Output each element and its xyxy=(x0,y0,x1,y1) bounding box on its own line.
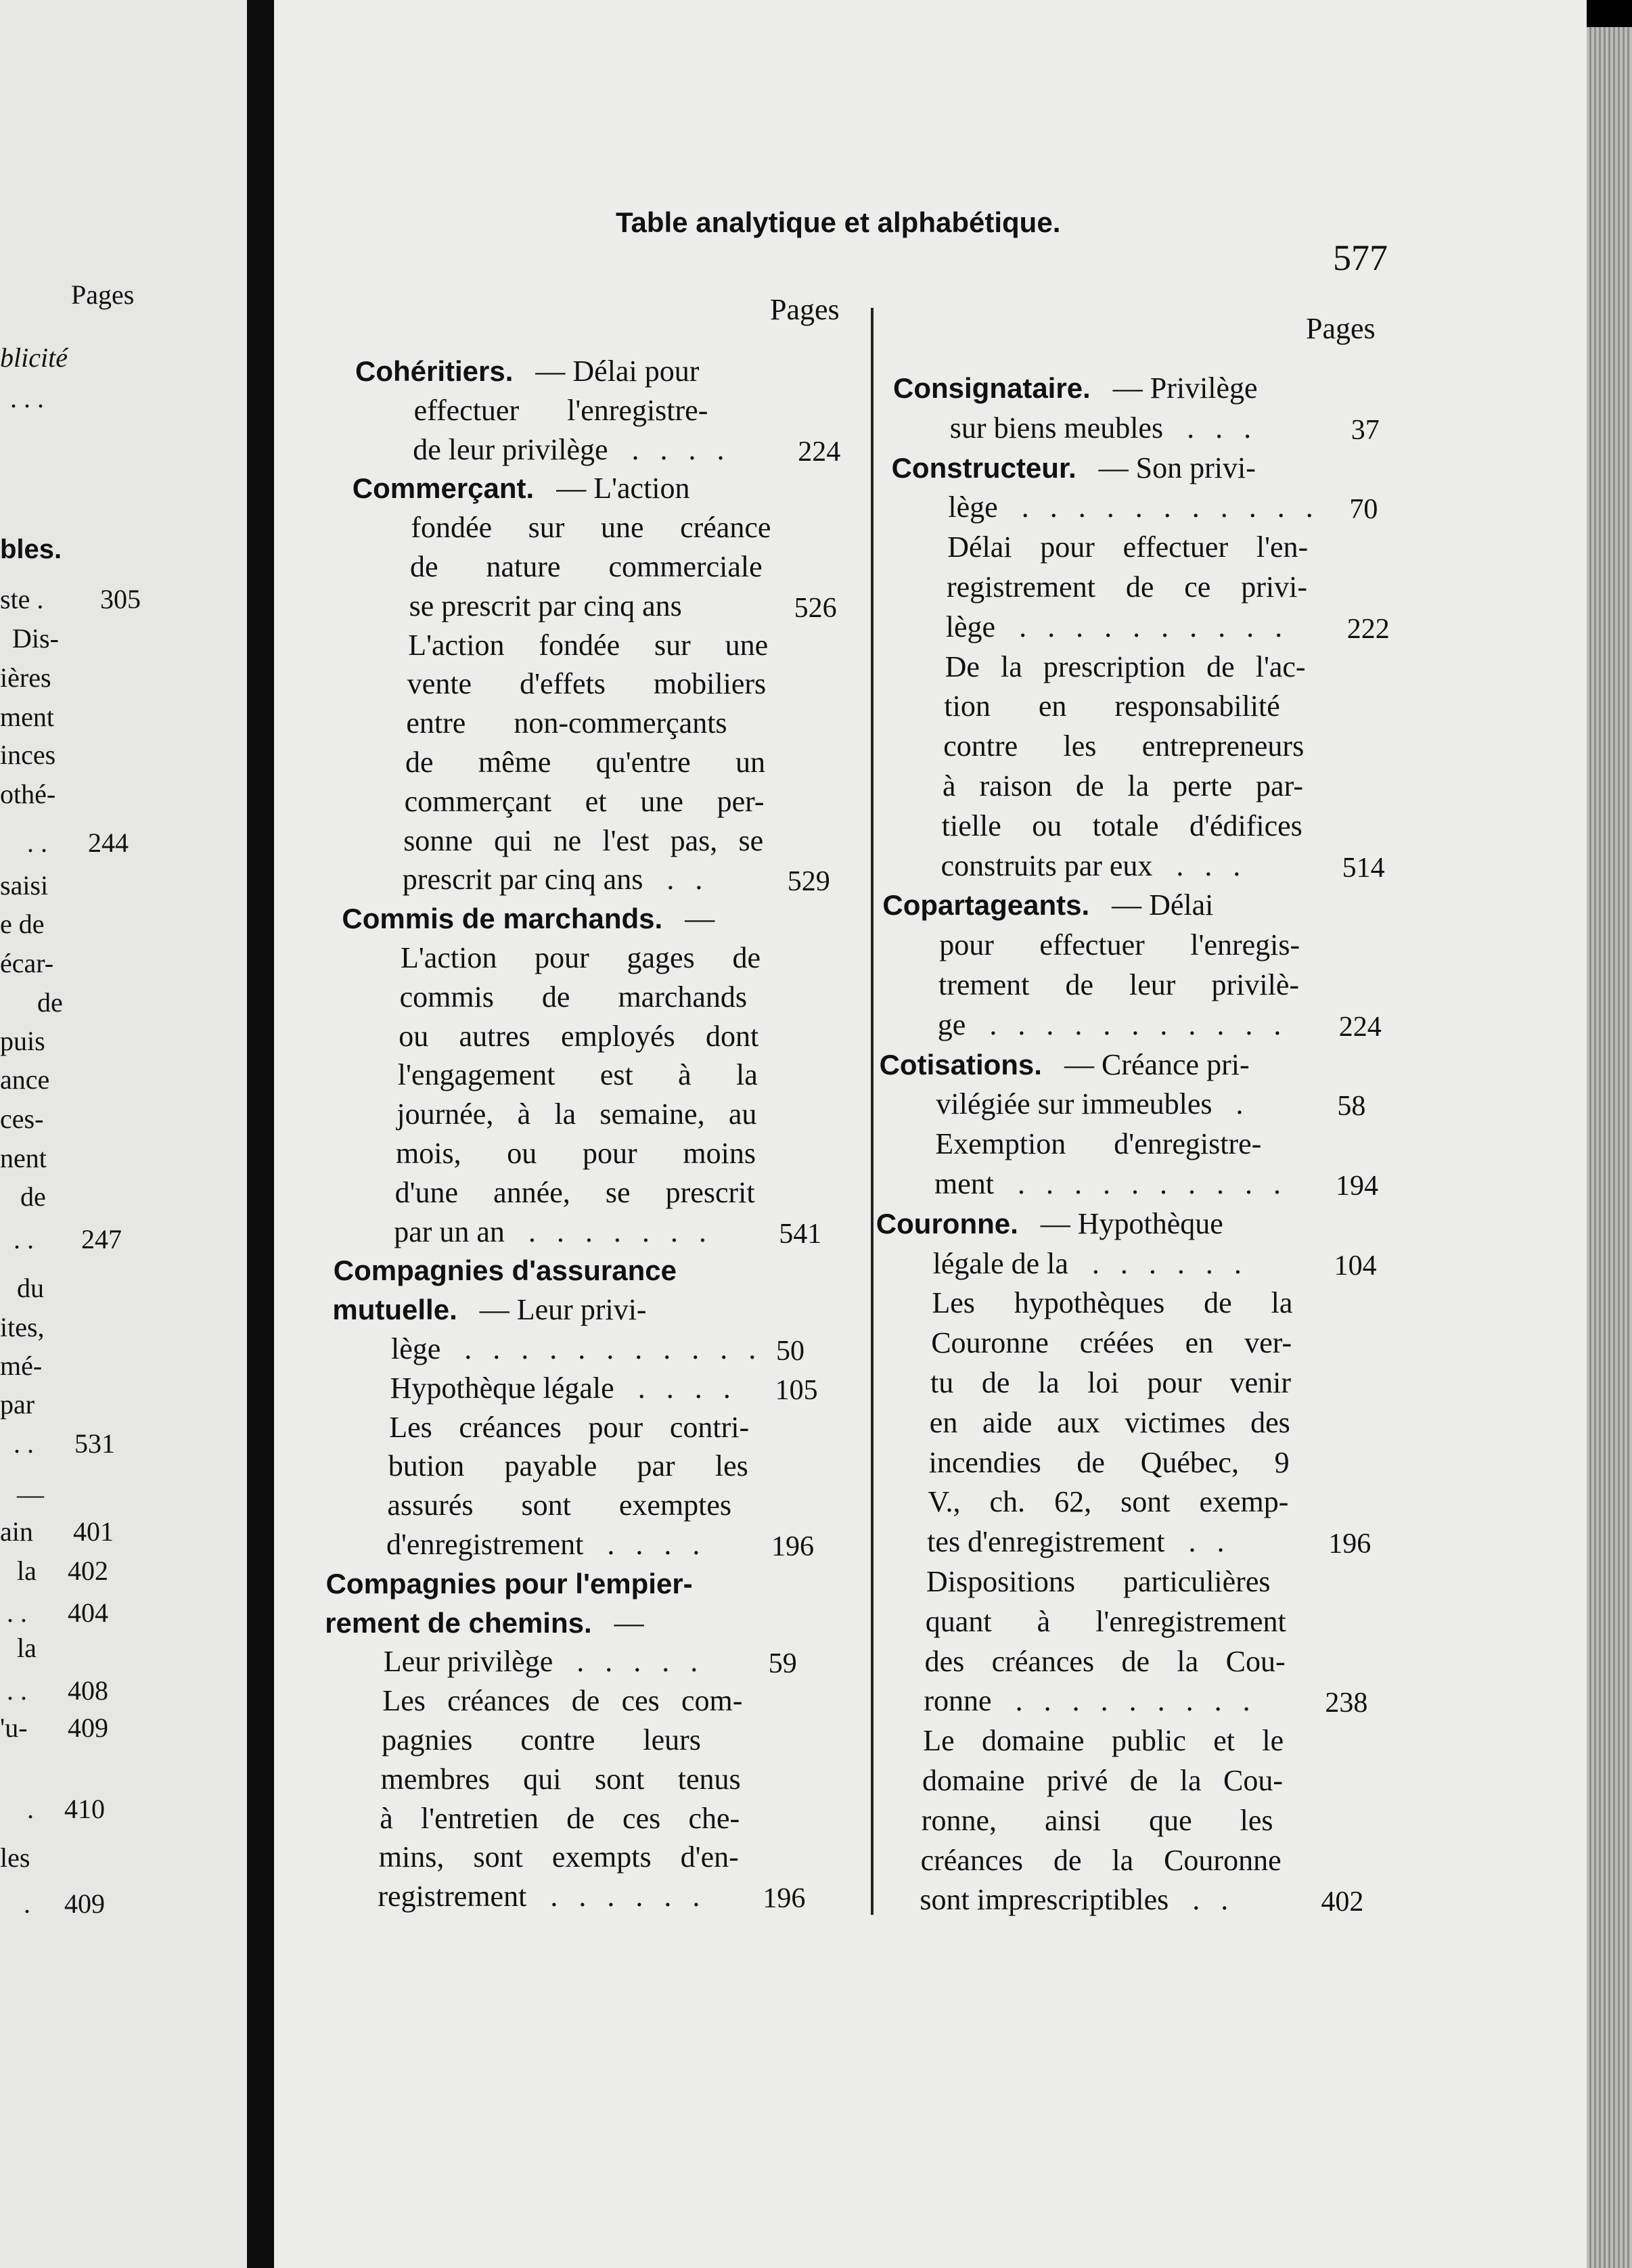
index-entry-line xyxy=(930,1403,1290,1443)
entry-keyword: rement de chemins. xyxy=(325,1606,592,1639)
index-entry-line xyxy=(922,1761,1283,1800)
index-entry-line xyxy=(944,687,1305,726)
page-reference: 194 xyxy=(1336,1171,1378,1202)
index-entry-line xyxy=(380,1799,740,1838)
left-page-fragment: bles. xyxy=(0,535,62,564)
index-entry-line xyxy=(931,1323,1292,1363)
entry-text: d'une année, se prescrit xyxy=(394,1175,755,1209)
index-entry-line xyxy=(391,1330,763,1369)
entry-text: — Délai pour xyxy=(528,355,700,388)
page-reference: 514 xyxy=(1342,852,1385,884)
left-page-number: 244 xyxy=(88,827,129,858)
left-page xyxy=(0,0,247,2268)
index-entry-line xyxy=(405,782,765,821)
index-entry-line xyxy=(936,1085,1296,1124)
index-entry-line xyxy=(921,1841,1282,1880)
index-entry-line xyxy=(396,1095,756,1134)
index-entry-line xyxy=(396,1134,756,1173)
entry-text: Les hypothèques de la xyxy=(932,1286,1293,1320)
left-page-number: 404 xyxy=(68,1597,108,1628)
entry-text: vilégiée sur immeubles xyxy=(936,1087,1212,1121)
left-page-number: 247 xyxy=(81,1224,122,1254)
left-page-number: 409 xyxy=(68,1713,108,1743)
dot-leader: . . . . . . . . . . . xyxy=(975,1007,1288,1041)
dot-leader: . . . . xyxy=(623,1371,738,1405)
entry-text: de nature commerciale xyxy=(410,550,763,583)
column-divider xyxy=(871,308,874,1915)
entry-text: sur biens meubles xyxy=(949,411,1164,445)
index-entry-line xyxy=(935,1125,1296,1164)
page-reference: 224 xyxy=(798,436,841,468)
entry-text: ge xyxy=(937,1007,966,1041)
index-entry-line xyxy=(943,767,1303,806)
entry-text: — Délai xyxy=(1104,888,1214,922)
left-page-fragment: . . . xyxy=(10,383,44,413)
entry-text: — Créance pri- xyxy=(1056,1047,1250,1081)
entry-text: à raison de la perte par- xyxy=(943,769,1303,802)
entry-text: Dispositions particulières xyxy=(926,1565,1271,1598)
entry-text: Le domaine public et le xyxy=(923,1724,1284,1758)
left-page-number: 408 xyxy=(68,1675,108,1706)
index-entry-line xyxy=(381,1760,741,1799)
left-page-fragment: ste . xyxy=(0,584,44,614)
entry-text: L'action pour gages de xyxy=(401,941,761,974)
index-entry-line xyxy=(948,488,1320,527)
page-reference: 541 xyxy=(779,1218,822,1250)
entry-text: sont imprescriptibles xyxy=(920,1883,1169,1917)
entry-text: incendies de Québec, 9 xyxy=(928,1445,1290,1479)
index-entry-line xyxy=(922,1801,1282,1840)
dot-leader: . . . . xyxy=(617,432,731,466)
index-entry-line xyxy=(930,1363,1291,1403)
dot-leader: . . . . . xyxy=(562,1645,705,1679)
index-entry-line xyxy=(409,587,769,626)
index-entry-heading xyxy=(876,1204,1294,1244)
index-entry-line xyxy=(413,430,773,470)
index-entry-line xyxy=(411,508,771,547)
left-page-number: 531 xyxy=(74,1428,115,1459)
entry-text: de leur privilège xyxy=(413,432,608,466)
entry-text: L'action fondée sur une xyxy=(408,628,769,662)
index-entry-line xyxy=(938,966,1299,1005)
entry-keyword: Commerçant. xyxy=(352,472,535,505)
dot-leader: . . . . . . . . . xyxy=(1001,1684,1257,1718)
index-entry-line xyxy=(932,1284,1292,1323)
page-reference: 402 xyxy=(1321,1886,1364,1918)
index-entry-line xyxy=(929,1443,1290,1482)
left-page-number: 410 xyxy=(64,1794,105,1824)
index-entry-line xyxy=(946,608,1307,647)
page-reference: 529 xyxy=(787,866,830,898)
entry-text: registrement de ce privi- xyxy=(947,570,1307,604)
entry-keyword: Couronne. xyxy=(876,1207,1018,1240)
entry-keyword: Consignataire. xyxy=(893,372,1091,404)
entry-text: domaine privé de la Cou- xyxy=(922,1764,1283,1797)
entry-text: commerçant et une per- xyxy=(404,784,765,818)
left-page-number: 409 xyxy=(64,1888,105,1919)
page-edge-stack xyxy=(1587,27,1632,2268)
index-entry-line xyxy=(927,1522,1288,1562)
index-entry-heading xyxy=(353,469,772,508)
index-entry-line xyxy=(379,1838,739,1877)
entry-text: membres qui sont tenus xyxy=(380,1762,741,1796)
dot-leader: . . . . xyxy=(593,1528,707,1561)
left-page-fragment: . . xyxy=(27,827,47,858)
pages-label-col1: Pages xyxy=(770,293,840,326)
entry-text: lège xyxy=(948,491,998,524)
book-gutter xyxy=(247,0,274,2268)
dot-leader: . . . . . . . . . . . xyxy=(1007,491,1320,524)
entry-keyword: Cotisations. xyxy=(879,1048,1042,1081)
page-number: 577 xyxy=(1333,237,1388,278)
dot-leader: . . . . . . . . . . xyxy=(1005,610,1290,643)
page-header-title: Table analytique et alphabétique. xyxy=(616,206,1061,238)
entry-text: ment xyxy=(934,1167,994,1200)
index-entry-heading xyxy=(342,899,761,938)
index-entry-line xyxy=(414,391,774,430)
entry-text: Couronne créées en ver- xyxy=(931,1326,1292,1360)
page-reference: 50 xyxy=(776,1336,804,1367)
entry-text: construits par eux xyxy=(940,848,1153,882)
left-page-fragment: Dis- xyxy=(12,623,59,654)
left-page-fragment: . . xyxy=(14,1224,34,1254)
index-entry-line xyxy=(410,547,770,587)
left-page-fragment: — xyxy=(17,1479,44,1510)
entry-text: — Leur privi- xyxy=(472,1293,647,1327)
page-reference: 70 xyxy=(1349,494,1378,526)
entry-keyword: mutuelle. xyxy=(332,1294,457,1326)
left-page-fragment: la xyxy=(17,1633,37,1663)
index-entry-heading xyxy=(326,1564,746,1604)
entry-keyword: Commis de marchands. xyxy=(342,903,663,935)
dot-leader: . . . xyxy=(1162,848,1248,882)
entry-text: fondée sur une créance xyxy=(411,511,771,545)
index-entry-heading xyxy=(880,1045,1298,1085)
entry-text: lège xyxy=(391,1332,441,1365)
index-entry-line xyxy=(398,1056,758,1095)
entry-text: De la prescription de l'ac- xyxy=(945,650,1306,683)
entry-text: bution payable par les xyxy=(388,1449,748,1483)
entry-text: — Son privi- xyxy=(1091,451,1256,484)
left-page-fragment: ières xyxy=(0,662,51,693)
index-entry-line xyxy=(389,1408,749,1447)
left-page-fragment: 'u- xyxy=(0,1713,28,1743)
entry-keyword: Copartageants. xyxy=(882,889,1090,922)
index-entry-line xyxy=(400,978,760,1017)
entry-text: — xyxy=(677,902,715,936)
page-reference: 37 xyxy=(1351,414,1380,446)
index-entry-line xyxy=(382,1721,742,1760)
entry-text: d'enregistrement xyxy=(386,1528,584,1561)
dot-leader: . xyxy=(1221,1087,1250,1121)
index-entry-line xyxy=(947,528,1308,567)
entry-text: pour effectuer l'enregis- xyxy=(939,928,1300,962)
entry-text: commis de marchands xyxy=(399,980,748,1014)
index-entry-line xyxy=(386,1525,746,1564)
entry-text: Les créances de ces com- xyxy=(382,1684,743,1718)
entry-text: Les créances pour contri- xyxy=(389,1410,750,1444)
index-entry-line xyxy=(943,727,1304,766)
index-entry-line xyxy=(942,807,1302,846)
page-reference: 238 xyxy=(1325,1687,1368,1719)
entry-text: se prescrit par cinq ans xyxy=(409,589,682,622)
dot-leader: . . . xyxy=(1173,411,1259,445)
page-reference: 224 xyxy=(1338,1011,1382,1043)
left-page-fragment: othé- xyxy=(0,779,56,809)
index-entry-line xyxy=(926,1602,1286,1641)
entry-keyword: Constructeur. xyxy=(891,451,1076,484)
entry-text: ronne, ainsi que les xyxy=(921,1803,1273,1837)
left-page-fragment: ance xyxy=(0,1064,50,1095)
index-entry-line xyxy=(939,926,1300,965)
entry-text: contre les entrepreneurs xyxy=(943,729,1305,763)
entry-text: par un an xyxy=(394,1215,505,1248)
left-page-fragment: . xyxy=(27,1794,34,1824)
index-entry-line xyxy=(928,1482,1288,1522)
left-page-fragment: Pages xyxy=(71,279,135,310)
index-entry-line xyxy=(406,704,766,743)
entry-text: Leur privilège xyxy=(383,1645,553,1679)
page-reference: 196 xyxy=(763,1883,806,1915)
entry-text: — L'action xyxy=(549,472,690,505)
dot-leader: . . . . . . . . . . . xyxy=(450,1332,763,1365)
index-entry-heading xyxy=(325,1604,744,1643)
entry-text: Hypothèque légale xyxy=(390,1371,614,1405)
index-entry-heading xyxy=(334,1251,753,1290)
entry-text: effectuer l'enregistre- xyxy=(413,393,708,427)
page-reference: 59 xyxy=(768,1648,797,1680)
left-page-fragment: de xyxy=(37,987,63,1018)
left-page-fragment: ain xyxy=(0,1516,33,1547)
index-entry-line xyxy=(403,860,763,899)
index-entry-heading xyxy=(893,369,1311,408)
entry-text: vente d'effets mobiliers xyxy=(407,667,767,701)
entry-text: assurés sont exemptes xyxy=(387,1489,731,1522)
left-page-number: 305 xyxy=(100,584,141,614)
dot-leader: . . . . . . . xyxy=(514,1215,713,1248)
index-entry-line xyxy=(378,1877,738,1916)
entry-text: en aide aux victimes des xyxy=(929,1405,1290,1439)
page-reference: 196 xyxy=(771,1531,814,1562)
index-entry-heading xyxy=(355,352,775,391)
entry-text: sonne qui ne l'est pas, se xyxy=(403,823,764,857)
index-entry-line xyxy=(947,568,1307,607)
left-page-fragment: . . xyxy=(14,1428,34,1459)
entry-text: l'engagement est à la xyxy=(397,1058,758,1092)
index-entry-heading xyxy=(892,449,1310,488)
index-entry-line xyxy=(934,1164,1295,1204)
index-entry-line xyxy=(950,409,1311,448)
left-page-fragment: . xyxy=(24,1888,30,1919)
index-entry-line xyxy=(938,1005,1298,1045)
page-reference: 105 xyxy=(775,1374,818,1406)
page-reference: 104 xyxy=(1334,1250,1377,1282)
entry-text: — xyxy=(606,1606,644,1639)
left-page-fragment: . . xyxy=(7,1597,27,1628)
entry-text: Délai pour effectuer l'en- xyxy=(947,530,1309,564)
left-page-fragment: mé- xyxy=(0,1351,43,1381)
entry-text: registrement xyxy=(378,1880,527,1913)
index-entry-line xyxy=(394,1212,754,1252)
entry-text: pagnies contre leurs xyxy=(382,1723,701,1756)
index-entry-line xyxy=(382,1681,742,1721)
index-entry-line xyxy=(941,846,1302,886)
left-page-fragment: de xyxy=(20,1181,46,1212)
left-page-fragment: inces xyxy=(0,740,56,770)
entry-text: trement de leur privilè- xyxy=(938,968,1299,1001)
entry-keyword: Cohéritiers. xyxy=(355,355,514,387)
index-entry-line xyxy=(920,1880,1280,1920)
entry-text: lège xyxy=(945,610,996,643)
page-reference: 196 xyxy=(1328,1528,1372,1560)
dot-leader: . . . . . . xyxy=(536,1880,707,1913)
left-page-fragment: écar- xyxy=(0,948,54,978)
entry-text: mois, ou pour moins xyxy=(396,1137,756,1170)
left-page-fragment: ites, xyxy=(0,1312,45,1342)
left-page-fragment: la xyxy=(17,1556,37,1586)
index-entry-line xyxy=(387,1486,747,1525)
entry-text: tu de la loi pour venir xyxy=(930,1366,1291,1399)
entry-text: Exemption d'enregistre- xyxy=(935,1127,1262,1161)
entry-text: ou autres employés dont xyxy=(399,1019,759,1053)
dot-leader: . . xyxy=(652,863,710,897)
index-entry-line xyxy=(405,743,765,782)
entry-text: — Privilège xyxy=(1105,371,1258,405)
index-entry-line xyxy=(384,1642,744,1681)
index-entry-line xyxy=(388,1447,748,1486)
entry-text: journée, à la semaine, au xyxy=(396,1097,757,1131)
left-page-number: 401 xyxy=(73,1516,114,1547)
entry-text: à l'entretien de ces che- xyxy=(380,1801,740,1835)
index-entry-line xyxy=(407,664,767,704)
dot-leader: . . xyxy=(1178,1883,1236,1917)
index-entry-line xyxy=(926,1562,1287,1602)
entry-text: quant à l'enregistrement xyxy=(925,1604,1286,1638)
index-entry-heading xyxy=(332,1290,752,1330)
page-reference: 222 xyxy=(1346,613,1390,645)
index-entry-line xyxy=(924,1681,1284,1721)
left-page-fragment: nent xyxy=(0,1143,47,1173)
dot-leader: . . xyxy=(1174,1525,1231,1559)
entry-text: prescrit par cinq ans xyxy=(402,863,643,897)
entry-text: entre non-commerçants xyxy=(406,706,727,740)
entry-keyword: Compagnies d'assurance xyxy=(333,1254,677,1287)
entry-text: tes d'enregistrement xyxy=(927,1525,1165,1559)
left-page-fragment: ces- xyxy=(0,1104,44,1134)
entry-text: tion en responsabilité xyxy=(944,689,1280,723)
index-entry-line xyxy=(408,626,768,665)
index-entry-line xyxy=(945,648,1306,687)
left-page-fragment: saisi xyxy=(0,870,49,901)
page-edge-shadow xyxy=(1587,0,1632,27)
entry-text: créances de la Couronne xyxy=(920,1843,1282,1877)
index-entry-line xyxy=(933,1244,1294,1284)
entry-keyword: Compagnies pour l'empier- xyxy=(325,1567,693,1600)
left-page-fragment: e de xyxy=(0,909,45,939)
entry-text: ronne xyxy=(924,1684,992,1718)
index-entry-line xyxy=(925,1642,1286,1681)
entry-text: V., ch. 62, sont exemp- xyxy=(928,1485,1289,1519)
index-entry-line xyxy=(923,1721,1284,1761)
index-entry-line xyxy=(401,938,761,978)
index-entry-line xyxy=(403,821,763,861)
left-page-fragment: puis xyxy=(0,1026,45,1056)
dot-leader: . . . . . . xyxy=(1077,1246,1248,1280)
entry-text: de même qu'entre un xyxy=(405,746,765,779)
entry-text: — Hypothèque xyxy=(1033,1206,1223,1240)
pages-label-col2: Pages xyxy=(1306,312,1376,345)
index-entry-heading xyxy=(882,886,1300,925)
left-page-number: 402 xyxy=(68,1556,108,1586)
dot-leader: . . . . . . . . . . xyxy=(1003,1167,1288,1200)
left-page-fragment: par xyxy=(0,1389,35,1420)
entry-text: des créances de la Cou- xyxy=(924,1644,1286,1678)
left-page-fragment: ment xyxy=(0,702,54,732)
left-page-fragment: . . xyxy=(7,1675,27,1706)
entry-text: mins, sont exempts d'en- xyxy=(378,1840,739,1874)
page-reference: 58 xyxy=(1337,1091,1366,1122)
left-page-fragment: les xyxy=(0,1842,30,1873)
index-entry-line xyxy=(399,1017,758,1056)
entry-text: légale de la xyxy=(932,1246,1068,1280)
index-entry-line xyxy=(395,1173,755,1212)
left-page-fragment: blicité xyxy=(0,342,68,373)
page-reference: 526 xyxy=(794,592,837,624)
index-entry-line xyxy=(390,1369,750,1408)
entry-text: tielle ou totale d'édifices xyxy=(941,809,1302,842)
left-page-fragment: du xyxy=(17,1273,44,1303)
